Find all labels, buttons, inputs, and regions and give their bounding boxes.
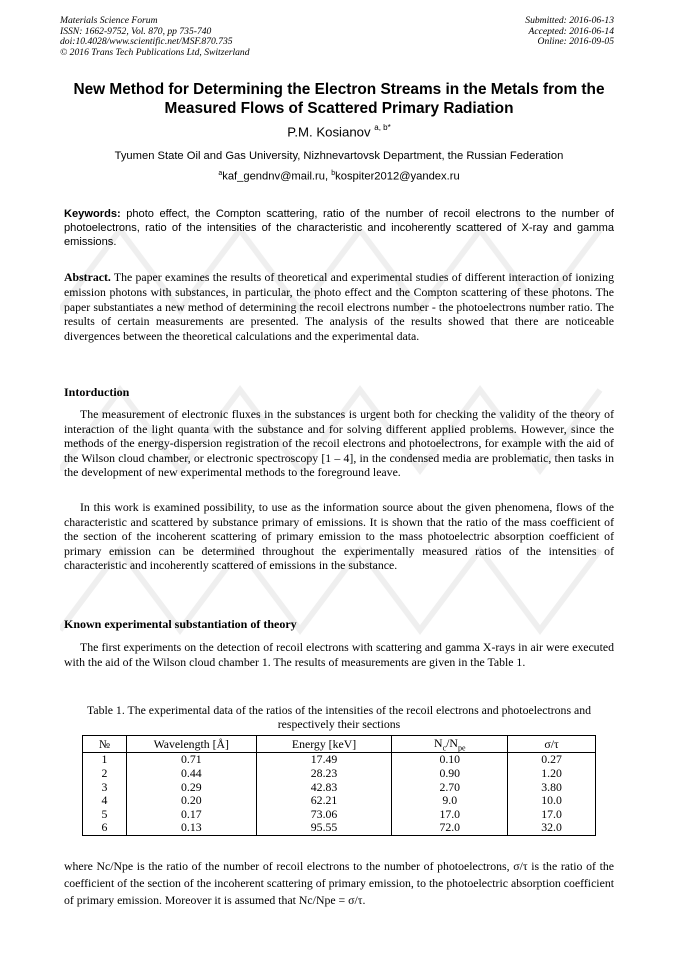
cell-ratio: 0.90 [392,767,508,781]
table-row [83,781,596,795]
experimental-data-table [82,735,596,836]
intro-paragraph-2: In this work is examined possibility, to use as the information source about the given phenomena, flows of the characteristic and scattered by substance primary of emissions. It is shown that the ratio of the mass coefficient of the section of the incoherent scattering of primary emission to the mass photoelectric absorption coefficient of primary emission can be determined throughout the experimentally measured ratios of the intensities of characteristic and incoherently scattered of emissions in the substance. [64,500,614,573]
cell-number: 6 [83,821,127,835]
journal-info [60,16,250,58]
cell-number: 2 [83,767,127,781]
table-row [83,767,596,781]
cell-sigma-tau: 0.27 [508,753,596,767]
email-b[interactable]: kospiter2012@yandex.ru [335,170,460,183]
col-header-ratio: $N_c/N_{pe}$ [392,736,508,753]
cell-ratio: 72.0 [392,821,508,835]
section-heading-known-experimental: Known experimental substantiation of theory [64,617,297,631]
cell-energy: 95.55 [256,821,392,835]
section-heading-introduction: Intorduction [64,385,130,399]
table-row [83,821,596,835]
cell-sigma-tau: 32.0 [508,821,596,835]
cell-wavelength: 0.17 [126,808,256,822]
keywords-block [64,207,614,250]
cell-energy: 42.83 [256,781,392,795]
cell-energy: 28.23 [256,767,392,781]
cell-sigma-tau: 10.0 [508,794,596,808]
cell-number: 1 [83,753,127,767]
author-affiliation-marks: a, b* [374,123,391,132]
cell-number: 3 [83,781,127,795]
table-caption: Table 1. The experimental data of the ratios of the intensities of the recoil electrons and photoelectrons and respectively their sections [86,703,592,732]
journal-name: Materials Science Forum [60,15,158,26]
table-row [83,794,596,808]
cell-wavelength: 0.44 [126,767,256,781]
email-a[interactable]: kaf_gendnv@mail.ru [222,170,325,183]
cell-energy: 62.21 [256,794,392,808]
table-row [83,808,596,822]
submitted-date: Submitted: 2016-06-13 [525,15,614,26]
affiliation: Tyumen State Oil and Gas University, Nizhnevartovsk Department, the Russian Federation [114,150,564,162]
doi-line: doi:10.4028/www.scientific.net/MSF.870.735 [60,36,233,48]
accepted-date: Accepted: 2016-06-14 [528,25,614,37]
col-header-sigma-tau: σ/τ [508,736,596,753]
author-line [0,124,678,139]
cell-energy: 73.06 [256,808,392,822]
cell-ratio: 2.70 [392,781,508,795]
email-a-mark: a [218,170,223,177]
online-date: Online: 2016-09-05 [537,36,614,48]
cell-wavelength: 0.13 [126,821,256,835]
copyright-line: © 2016 Trans Tech Publications Ltd, Switzerland [60,46,250,58]
dates-info [525,16,614,48]
keywords-text: photo effect, the Compton scattering, ratio of the number of recoil electrons to the number of photoelectrons, ratio of the intensities of the characteristic and incoherently scattered of X-ray and gamma emissions. [64,208,614,249]
keywords-label: Keywords: [64,208,121,220]
table-row [83,753,596,767]
cell-ratio: 0.10 [392,753,508,767]
issn-line: ISSN: 1662-9752, Vol. 870, pp 735-740 [60,25,212,37]
abstract-label: Abstract. [64,270,111,284]
author-name: P.M. Kosianov [287,124,371,140]
cell-number: 5 [83,808,127,822]
col-header-wavelength: Wavelength [Å] [126,736,256,753]
table-explanation: where Nc/Npe is the ratio of the number of recoil electrons to the number of photoelectrons, σ/τ is the ratio of the coefficient of the section of the incoherent scattering of primary emission, to the photoelectric absorption coefficient of primary emission. Moreover it is assumed that Nc/Npe = σ/τ. [64,859,614,907]
col-header-number: № [83,736,127,753]
cell-ratio: 9.0 [392,794,508,808]
author-emails: $^a$kaf_gendnv@mail.ru, $^b$kospiter2012@yandex.ru [218,170,460,183]
cell-energy: 17.49 [256,753,392,767]
cell-sigma-tau: 1.20 [508,767,596,781]
paper-title: New Method for Determining the Electron Streams in the Metals from the Measured Flows of Scattered Primary Radiation [73,81,605,117]
cell-wavelength: 0.20 [126,794,256,808]
cell-sigma-tau: 3.80 [508,781,596,795]
cell-wavelength: 0.29 [126,781,256,795]
cell-ratio: 17.0 [392,808,508,822]
abstract-text: The paper examines the results of theoretical and experimental studies of different interaction of ionizing emission photons with substances, in particular, the photo effect and the Compton scattering of these photons. The paper substantiates a new method of determining the recoil electrons number - the photoelectrons number ratio. The results of certain measurements are presented. The analysis of the results showed that there are noticeable divergences between the theoretical calculations and the experimental data. [64,270,614,344]
cell-sigma-tau: 17.0 [508,808,596,822]
abstract-block [64,270,614,344]
col-header-energy: Energy [keV] [256,736,392,753]
table-header-row [83,736,596,753]
experimental-paragraph-1: The first experiments on the detection of recoil electrons with scattering and gamma X-rays in air were executed with the aid of the Wilson cloud chamber 1. The results of measurements are given in the Table 1. [64,640,614,669]
email-b-mark: b [331,170,336,177]
cell-number: 4 [83,794,127,808]
intro-paragraph-1: The measurement of electronic fluxes in the substances is urgent both for checking the validity of the theory of interaction of the light quanta with the substance and for solving different applied problems. However, since the methods of the energy-dispersion registration of the recoil electrons and photoelectrons, for example with the aid of the Wilson cloud chamber, or electronic spectroscopy [1 – 4], in the condensed media are problematic, then tasks in the development of new experimental methods to the foreground leave. [64,407,614,480]
cell-wavelength: 0.71 [126,753,256,767]
